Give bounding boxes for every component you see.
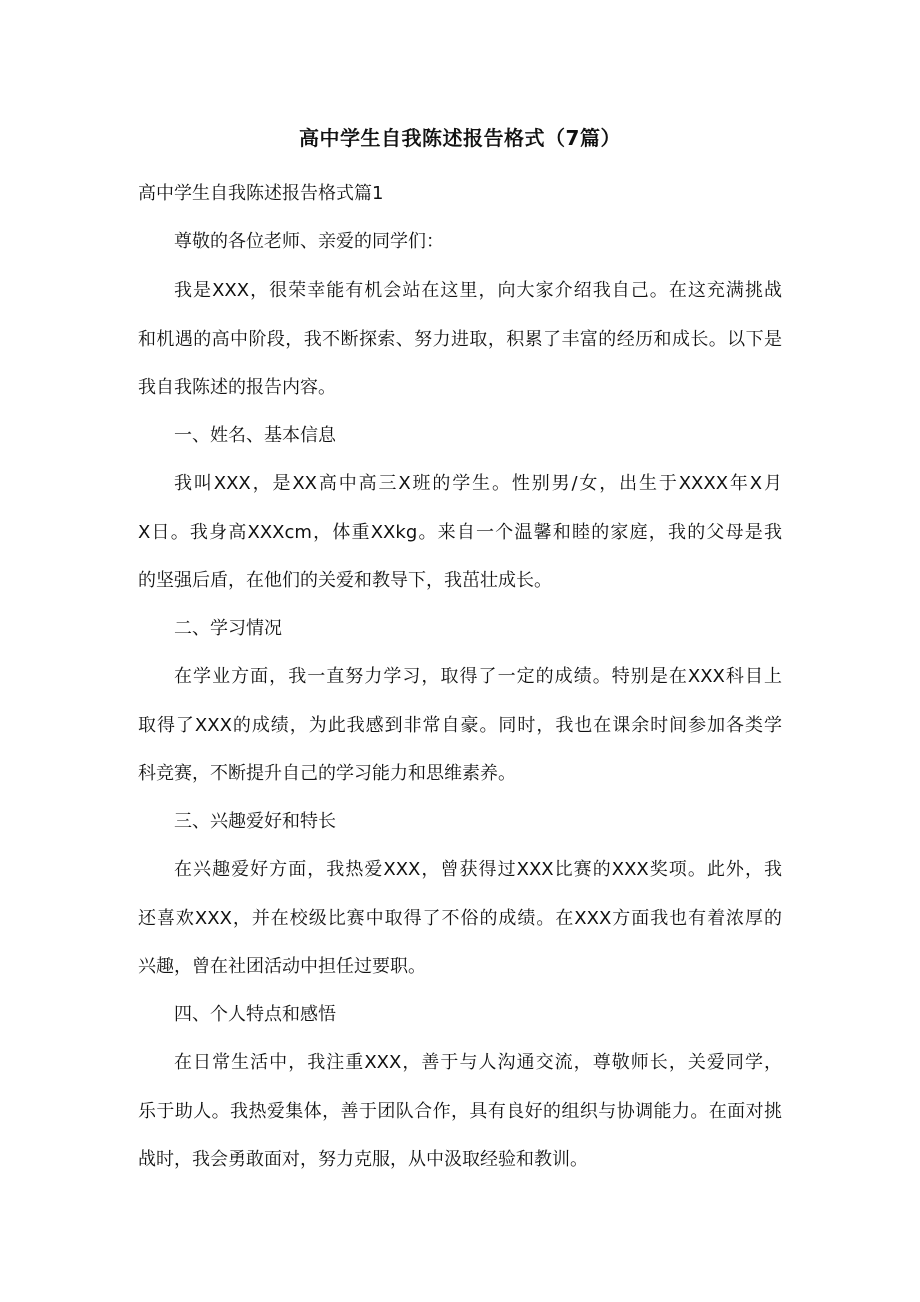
subtitle-line: 高中学生自我陈述报告格式篇1: [138, 183, 384, 204]
section2-heading-block: [138, 605, 782, 654]
section3-heading-block: [138, 798, 782, 847]
intro-line-2: 和机遇的高中阶段，我不断探索、努力进取，积累了丰富的经历和成长。以下是: [138, 328, 782, 350]
intro-line-3: 我自我陈述的报告内容。: [138, 377, 336, 398]
section3-paragraph: [138, 846, 782, 992]
section3-line-2: 还喜欢XXX，并在校级比赛中取得了不俗的成绩。在XXX方面我也有着浓厚的: [138, 907, 782, 929]
section2-paragraph: [138, 653, 782, 799]
section1-heading: 一、姓名、基本信息: [174, 425, 336, 446]
section1-line-1: 我叫XXX，是XX高中高三X班的学生。性别男/女，出生于XXXX年X月: [174, 473, 782, 494]
intro-line-1: 我是XXX，很荣幸能有机会站在这里，向大家介绍我自己。在这充满挑战: [174, 280, 782, 301]
section4-line-1: 在日常生活中，我注重XXX，善于与人沟通交流，尊敬师长，关爱同学，: [174, 1052, 782, 1073]
section1-paragraph: [138, 460, 782, 606]
section1-heading-block: [138, 412, 782, 461]
section1-line-2: X日。我身高XXXcm，体重XXkg。来自一个温馨和睦的家庭，我的父母是我: [138, 521, 782, 543]
section2-line-3: 科竞赛，不断提升自己的学习能力和思维素养。: [138, 763, 516, 784]
section4-line-3: 战时，我会勇敢面对，努力克服，从中汲取经验和教训。: [138, 1149, 588, 1170]
document-title: 高中学生自我陈述报告格式（7篇）: [299, 126, 621, 150]
section4-paragraph: [138, 1039, 782, 1185]
section4-heading: 四、个人特点和感悟: [174, 1004, 336, 1025]
section3-line-1: 在兴趣爱好方面，我热爱XXX，曾获得过XXX比赛的XXX奖项。此外，我: [174, 859, 782, 880]
section4-line-2: 乐于助人。我热爱集体，善于团队合作，具有良好的组织与协调能力。在面对挑: [138, 1100, 782, 1122]
section2-heading: 二、学习情况: [174, 618, 282, 639]
greeting-line: 尊敬的各位老师、亲爱的同学们：: [174, 231, 444, 252]
section3-heading: 三、兴趣爱好和特长: [174, 811, 336, 832]
section2-line-1: 在学业方面，我一直努力学习，取得了一定的成绩。特别是在XXX科目上: [174, 666, 782, 687]
intro-paragraph: [138, 267, 782, 413]
section2-line-2: 取得了XXX的成绩，为此我感到非常自豪。同时，我也在课余时间参加各类学: [138, 714, 782, 736]
greeting-paragraph: [138, 218, 782, 267]
section1-line-3: 的坚强后盾，在他们的关爱和教导下，我茁壮成长。: [138, 570, 552, 591]
section3-line-3: 兴趣，曾在社团活动中担任过要职。: [138, 956, 426, 977]
section4-heading-block: [138, 991, 782, 1040]
document-subtitle: [138, 170, 782, 219]
